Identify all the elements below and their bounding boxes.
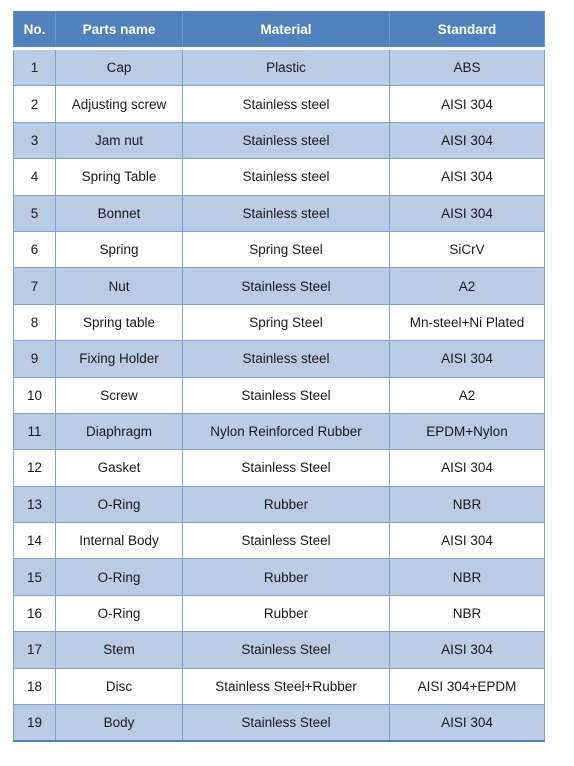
cell-material: Rubber [183,595,390,631]
table-row [14,86,545,122]
cell-parts-name: Spring [56,231,183,267]
cell-material: Stainless Steel [183,377,390,413]
cell-standard: NBR [390,595,545,631]
cell-no: 7 [14,268,56,304]
cell-parts-name: Bonnet [56,195,183,231]
cell-standard: AISI 304 [390,195,545,231]
cell-standard: ABS [390,49,545,86]
cell-no: 10 [14,377,56,413]
cell-parts-name: Stem [56,632,183,668]
table-row [14,304,545,340]
cell-material: Stainless Steel [183,632,390,668]
cell-parts-name: Diaphragm [56,413,183,449]
cell-no: 15 [14,559,56,595]
cell-parts-name: O-Ring [56,595,183,631]
table-row [14,159,545,195]
cell-no: 5 [14,195,56,231]
table-row [14,450,545,486]
cell-standard: Mn-steel+Ni Plated [390,304,545,340]
cell-parts-name: Spring table [56,304,183,340]
cell-no: 17 [14,632,56,668]
table-row [14,195,545,231]
cell-material: Nylon Reinforced Rubber [183,413,390,449]
cell-standard: NBR [390,486,545,522]
cell-parts-name: Cap [56,49,183,86]
cell-no: 8 [14,304,56,340]
cell-no: 13 [14,486,56,522]
cell-no: 12 [14,450,56,486]
table-row [14,523,545,559]
cell-material: Stainless Steel [183,450,390,486]
cell-standard: A2 [390,377,545,413]
cell-parts-name: Spring Table [56,159,183,195]
cell-standard: AISI 304+EPDM [390,668,545,704]
cell-parts-name: Adjusting screw [56,86,183,122]
table-row [14,559,545,595]
table-row [14,49,545,86]
cell-standard: AISI 304 [390,632,545,668]
cell-no: 19 [14,705,56,742]
cell-no: 4 [14,159,56,195]
cell-parts-name: Screw [56,377,183,413]
cell-standard: AISI 304 [390,86,545,122]
header-row [14,11,545,49]
cell-material: Stainless steel [183,86,390,122]
cell-no: 2 [14,86,56,122]
table-row [14,668,545,704]
parts-table [13,11,545,742]
table-row [14,341,545,377]
cell-parts-name: O-Ring [56,559,183,595]
cell-standard: A2 [390,268,545,304]
cell-no: 14 [14,523,56,559]
header-material: Material [183,11,390,49]
cell-standard: SiCrV [390,231,545,267]
cell-standard: AISI 304 [390,341,545,377]
header-standard: Standard [390,11,545,49]
cell-material: Stainless Steel+Rubber [183,668,390,704]
table-row [14,122,545,158]
cell-material: Plastic [183,49,390,86]
cell-standard: AISI 304 [390,523,545,559]
cell-no: 3 [14,122,56,158]
cell-material: Stainless Steel [183,705,390,742]
table-row [14,377,545,413]
cell-no: 16 [14,595,56,631]
cell-no: 1 [14,49,56,86]
cell-no: 11 [14,413,56,449]
cell-material: Stainless steel [183,341,390,377]
table-row [14,632,545,668]
cell-standard: AISI 304 [390,122,545,158]
cell-parts-name: Body [56,705,183,742]
cell-no: 18 [14,668,56,704]
cell-material: Spring Steel [183,231,390,267]
cell-standard: AISI 304 [390,705,545,742]
cell-material: Stainless steel [183,122,390,158]
cell-material: Stainless steel [183,195,390,231]
cell-parts-name: Nut [56,268,183,304]
table-row [14,231,545,267]
cell-material: Stainless Steel [183,268,390,304]
cell-no: 9 [14,341,56,377]
table-body [14,49,545,742]
cell-standard: EPDM+Nylon [390,413,545,449]
cell-parts-name: Gasket [56,450,183,486]
table-header [14,11,545,49]
cell-parts-name: O-Ring [56,486,183,522]
cell-standard: AISI 304 [390,450,545,486]
cell-parts-name: Internal Body [56,523,183,559]
header-parts-name: Parts name [56,11,183,49]
cell-parts-name: Jam nut [56,122,183,158]
cell-parts-name: Disc [56,668,183,704]
header-no: No. [14,11,56,49]
table-row [14,413,545,449]
cell-material: Rubber [183,486,390,522]
cell-material: Rubber [183,559,390,595]
cell-material: Stainless steel [183,159,390,195]
cell-parts-name: Fixing Holder [56,341,183,377]
cell-material: Stainless Steel [183,523,390,559]
table-row [14,268,545,304]
table-row [14,705,545,742]
cell-standard: NBR [390,559,545,595]
cell-no: 6 [14,231,56,267]
cell-material: Spring Steel [183,304,390,340]
table-row [14,486,545,522]
table-row [14,595,545,631]
cell-standard: AISI 304 [390,159,545,195]
